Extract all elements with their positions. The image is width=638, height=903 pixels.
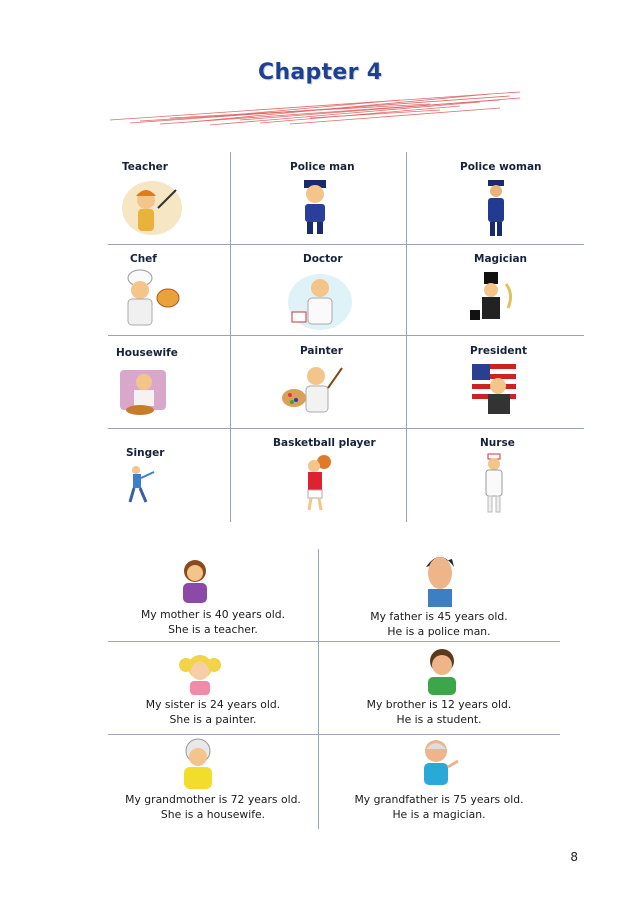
page-title: Chapter 4: [258, 60, 383, 85]
grid-divider: [108, 244, 584, 245]
mother-icon: [178, 557, 212, 603]
family-text-sister: [108, 697, 318, 727]
father-icon: [420, 549, 460, 607]
doctor-icon: [286, 268, 354, 332]
job-label-police-man: Police man: [290, 161, 355, 173]
family-line1: My grandmother is 72 years old.: [125, 793, 301, 806]
sister-icon: [178, 649, 222, 695]
job-label-housewife: Housewife: [116, 347, 178, 359]
family-line1: My father is 45 years old.: [370, 610, 508, 623]
job-label-singer: Singer: [126, 447, 165, 459]
policeman-icon: [288, 178, 344, 238]
job-label-doctor: Doctor: [303, 253, 343, 265]
grid-divider: [108, 428, 584, 429]
chef-icon: [114, 268, 180, 332]
family-text-brother: [334, 697, 544, 727]
grid-divider: [230, 152, 231, 522]
job-label-teacher: Teacher: [122, 161, 168, 173]
grandfather-icon: [416, 737, 462, 791]
housewife-icon: [116, 368, 170, 418]
grid-divider: [108, 641, 560, 642]
singer-icon: [122, 464, 162, 504]
grandmother-icon: [176, 737, 220, 791]
family-line2: She is a housewife.: [160, 808, 266, 821]
family-line1: My brother is 12 years old.: [366, 698, 512, 711]
grid-divider: [108, 734, 560, 735]
job-label-police-woman: Police woman: [460, 161, 542, 173]
family-line2: He is a magician.: [392, 808, 486, 821]
grid-divider: [318, 549, 319, 829]
page-number: 8: [570, 850, 578, 864]
grid-divider: [108, 335, 584, 336]
family-line2: He is a student.: [396, 713, 482, 726]
painter-icon: [280, 362, 348, 422]
red-scribble-decoration: [100, 80, 530, 130]
family-text-grandfather: [334, 792, 544, 822]
family-line1: My grandfather is 75 years old.: [354, 793, 524, 806]
nurse-icon: [478, 452, 510, 516]
family-line2: She is a painter.: [169, 713, 257, 726]
jobs-grid: [108, 150, 584, 522]
family-line1: My mother is 40 years old.: [140, 608, 286, 621]
family-line1: My sister is 24 years old.: [145, 698, 281, 711]
family-line2: He is a police man.: [387, 625, 491, 638]
brother-icon: [424, 647, 460, 695]
family-line2: She is a teacher.: [168, 623, 258, 636]
president-icon: [472, 364, 516, 418]
job-label-magician: Magician: [474, 253, 528, 265]
job-label-painter: Painter: [300, 345, 343, 357]
magician-icon: [462, 268, 526, 332]
job-label-president: President: [470, 345, 527, 357]
policewoman-icon: [478, 178, 514, 240]
grid-divider: [406, 152, 407, 522]
basketball-player-icon: [300, 452, 340, 512]
job-label-chef: Chef: [130, 253, 157, 265]
family-grid: [108, 549, 560, 829]
job-label-basketball-player: Basketball player: [273, 437, 376, 449]
job-label-nurse: Nurse: [480, 437, 515, 449]
family-text-father: [334, 609, 544, 639]
family-text-mother: [108, 607, 318, 637]
teacher-icon: [118, 178, 182, 236]
family-text-grandmother: [108, 792, 318, 822]
